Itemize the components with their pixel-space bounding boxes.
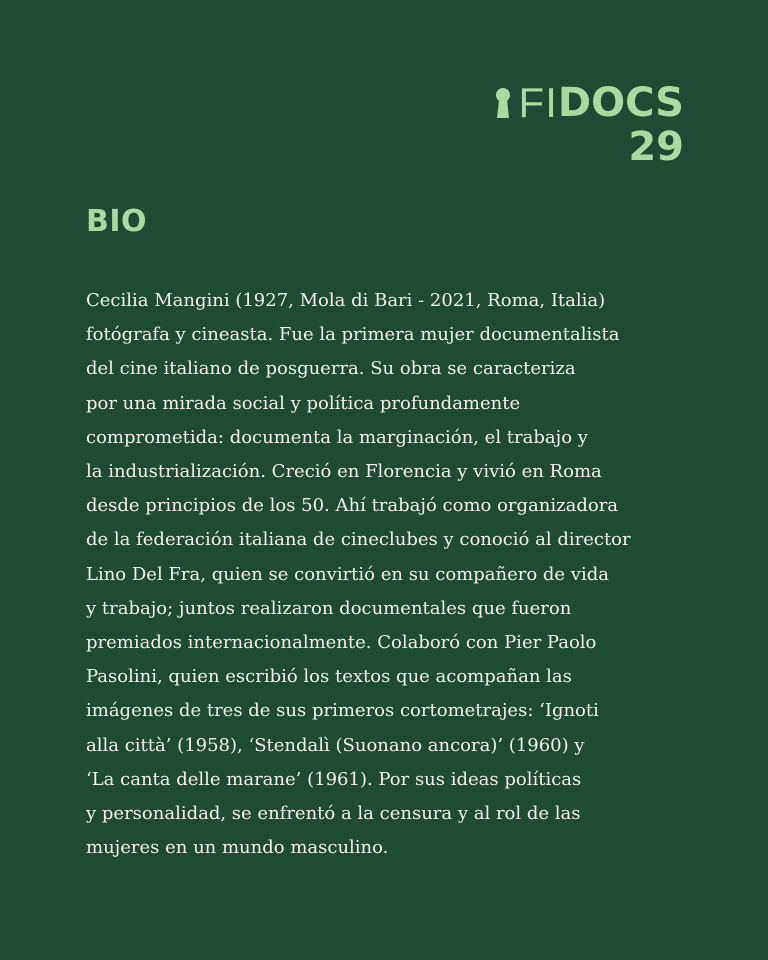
bio-line: Lino Del Fra, quien se convirtió en su compañero de vida: [86, 563, 609, 585]
keyhole-icon: [495, 87, 511, 119]
logo-edition-number: 29: [628, 124, 684, 170]
bio-line: comprometida: documenta la marginación, el trabajo y: [86, 426, 588, 448]
bio-line: fotógrafa y cineasta. Fue la primera mujer documentalista: [86, 324, 620, 346]
logo-fi: FI: [518, 79, 558, 126]
bio-line: y personalidad, se enfrentó a la censura y al rol de las: [86, 803, 581, 825]
logo-docs: DOCS: [557, 80, 684, 126]
bio-line: del cine italiano de posguerra. Su obra se caracteriza: [86, 358, 576, 380]
bio-line: imágenes de tres de sus primeros cortometrajes: ‘Ignoti: [86, 700, 599, 722]
logo-wordmark: [495, 80, 684, 126]
bio-line: de la federación italiana de cineclubes y conoció al director: [86, 529, 631, 551]
bio-line: y trabajo; juntos realizaron documentales que fueron: [86, 597, 572, 619]
bio-line: Pasolini, quien escribió los textos que acompañan las: [86, 666, 572, 688]
bio-line: desde principios de los 50. Ahí trabajó como organizadora: [86, 495, 619, 517]
bio-line: ‘La canta delle marane’ (1961). Por sus ideas políticas: [86, 768, 582, 790]
bio-line: premiados internacionalmente. Colaboró con Pier Paolo: [86, 632, 597, 654]
bio-line: alla città’ (1958), ‘Stendalì (Suonano ancora)’ (1960) y: [86, 734, 585, 756]
bio-line: mujeres en un mundo masculino.: [86, 837, 389, 859]
section-title: BIO: [86, 204, 148, 239]
bio-line: la industrialización. Creció en Florencia y vivió en Roma: [86, 461, 602, 483]
fidocs-logo: [495, 80, 684, 168]
bio-line: por una mirada social y política profundamente: [86, 392, 521, 414]
bio-line: Cecilia Mangini (1927, Mola di Bari - 2021, Roma, Italia): [86, 290, 606, 311]
bio-paragraph: [86, 284, 706, 865]
